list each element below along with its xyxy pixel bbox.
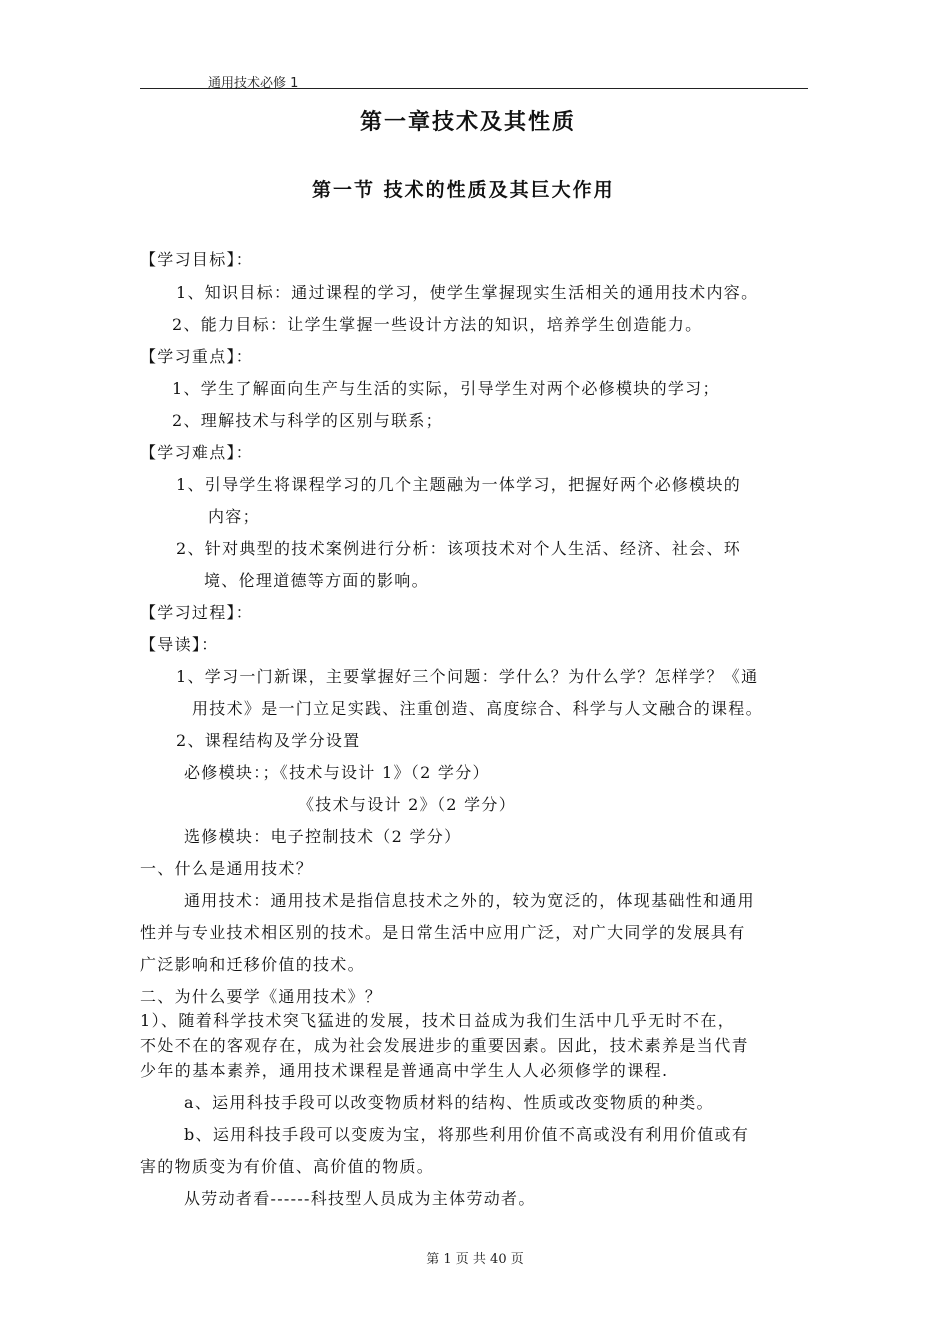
definition-paragraph-continued: 性并与专业技术相区别的技术。是日常生活中应用广泛，对广大同学的发展具有 [140,923,746,942]
key-point-item: 2、理解技术与科学的区别与联系； [172,411,443,430]
guide-paragraph: 1、学习一门新课，主要掌握好三个问题：学什么？为什么学？怎样学？《通 [176,667,759,686]
heading-objectives: 【学习目标】： [140,250,254,269]
difficulty-item-continued: 境、伦理道德等方面的影响。 [204,571,429,590]
objective-item: 1、知识目标：通过课程的学习，使学生掌握现实生活相关的通用技术内容。 [176,283,759,302]
section-title: 第一节 技术的性质及其巨大作用 [312,179,615,201]
worker-paragraph: 从劳动者看------科技型人员成为主体劳动者。 [184,1189,536,1208]
heading-process: 【学习过程】： [140,603,254,622]
chapter-title: 第一章技术及其性质 [360,109,577,135]
running-header: 通用技术必修 1 [208,76,299,91]
definition-paragraph-continued: 广泛影响和迁移价值的技术。 [140,955,365,974]
reason-paragraph: 1）、随着科学技术突飞猛进的发展，技术日益成为我们生活中几乎无时不在， [140,1011,736,1030]
point-a: a、运用科技手段可以改变物质材料的结构、性质或改变物质的种类。 [184,1093,714,1112]
heading-difficulties: 【学习难点】： [140,443,254,462]
heading-key-points: 【学习重点】： [140,347,254,366]
required-modules: 必修模块：；《技术与设计 1》（2 学分） [184,763,490,782]
point-b-continued: 害的物质变为有价值、高价值的物质。 [140,1157,435,1176]
difficulty-item: 2、针对典型的技术案例进行分析：该项技术对个人生活、经济、社会、环 [176,539,742,558]
header-divider [140,88,808,89]
required-modules-continued: 《技术与设计 2》（2 学分） [298,795,517,814]
guide-item: 2、课程结构及学分设置 [176,731,361,750]
reason-paragraph-continued: 不处不在的客观存在，成为社会发展进步的重要因素。因此，技术素养是当代青 [140,1036,750,1055]
elective-modules: 选修模块：电子控制技术（2 学分） [184,827,462,846]
key-point-item: 1、学生了解面向生产与生活的实际，引导学生对两个必修模块的学习； [172,379,720,398]
heading-guide: 【导读】： [140,635,219,654]
page-footer: 第 1 页 共 40 页 [426,1252,524,1267]
difficulty-item-continued: 内容； [208,507,260,526]
point-b: b、运用科技手段可以变废为宝，将那些利用价值不高或没有利用价值或有 [184,1125,750,1144]
definition-paragraph: 通用技术：通用技术是指信息技术之外的，较为宽泛的，体现基础性和通用 [184,891,755,910]
guide-paragraph-continued: 用技术》是一门立足实践、注重创造、高度综合、科学与人文融合的课程。 [192,699,763,718]
reason-paragraph-continued: 少年的基本素养，通用技术课程是普通高中学生人人必须修学的课程. [140,1061,669,1080]
section-heading-2: 二、为什么要学《通用技术》？ [140,987,383,1006]
objective-item: 2、能力目标：让学生掌握一些设计方法的知识，培养学生创造能力。 [172,315,703,334]
section-heading-1: 一、什么是通用技术？ [140,859,314,878]
difficulty-item: 1、引导学生将课程学习的几个主题融为一体学习，把握好两个必修模块的 [176,475,742,494]
